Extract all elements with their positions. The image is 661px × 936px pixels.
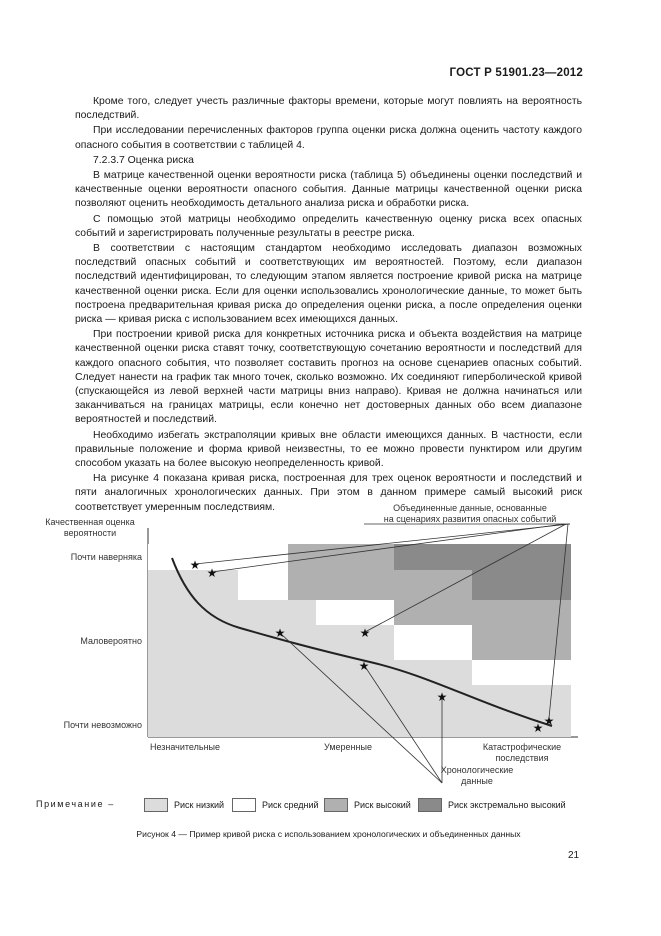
callout-combined-label: на сценариях развития опасных событий — [383, 514, 557, 524]
paragraph: На рисунке 4 показана кривая риска, построенная для трех оценок вероятности и последствий и пяти аналогичных хронологических данных. При этом в данном примере самый высокий риск соответствует умеренным последствиям. — [75, 473, 582, 513]
paragraph: Необходимо избегать экстраполяции кривых вне области имеющихся данных. В частности, если правильные положение и форма кривой неизвестны, то ее можно провести пунктиром или другим способом указать на более высокую неопределенность кривой. — [75, 429, 582, 470]
cell-medium — [316, 600, 394, 625]
star-icon: ★ — [189, 558, 201, 572]
cell-medium — [148, 544, 288, 570]
cell-low — [472, 685, 571, 737]
x-tick-label: последствия — [495, 753, 549, 763]
y-axis-title: Качественная оценка — [45, 517, 135, 527]
body-text — [75, 95, 582, 516]
star-icon: ★ — [359, 626, 371, 640]
legend-swatch — [144, 798, 168, 812]
paragraph: При построении кривой риска для конкретных источника риска и объекта воздействия на матрице качественной оценки риска ставят точку, соответствующую сочетанию вероятности и последствий для каждого опасного события, что позволяет составить прогноз на основе сценариев опасных событий. Следует нанести на график так много точек, сколько возможно. Их соединяют гиперболической кривой (спускающейся из левой верхней части матрицы вниз направо). Кривая не должна начинаться или заканчиваться на границах матрицы, если конечно нет достоверных данных обо всем диапазоне вероятностей и последствий. — [75, 329, 582, 426]
callout-combined-label: Объединенные данные, основанные — [393, 503, 547, 513]
star-icon: ★ — [436, 690, 448, 704]
x-tick-label: Незначительные — [149, 742, 221, 752]
figure-caption: Рисунок 4 — Пример кривой риска с использованием хронологических и объединенных данных — [136, 829, 521, 839]
paragraph: В матрице качественной оценки вероятности риска (таблица 5) объединены оценки последствий и качественные оценки вероятности опасного события. Данные матрицы качественной оценки риска позволяют оценить необходимость детального анализа риска и обработки риска. — [75, 170, 582, 210]
cell-high — [288, 570, 472, 600]
callout-chrono-label: данные — [461, 776, 493, 786]
legend-item-extreme — [418, 798, 566, 812]
y-tick-label: Почти невозможно — [63, 720, 142, 730]
paragraph: С помощью этой матрицы необходимо определить качественную оценку риска всех опасных событий и зарегистрировать полученные результаты в реестре риска. — [75, 213, 582, 239]
legend-item-low — [144, 798, 224, 812]
document-id: ГОСТ Р 51901.23—2012 — [449, 67, 583, 79]
x-tick-label: Катастрофические — [482, 742, 562, 752]
legend-item-medium — [232, 798, 319, 812]
cell-high — [288, 544, 394, 570]
risk-curve-figure — [30, 500, 630, 795]
section-heading: 7.2.3.7 Оценка риска — [93, 154, 194, 166]
y-tick-label: Почти наверняка — [70, 552, 142, 562]
legend-swatch — [232, 798, 256, 812]
x-tick-label: Умеренные — [324, 742, 372, 752]
star-icon: ★ — [274, 626, 286, 640]
legend-swatch — [324, 798, 348, 812]
cell-high — [394, 600, 472, 625]
y-axis-title: вероятности — [63, 528, 117, 538]
star-icon: ★ — [532, 721, 544, 735]
callout-chrono-label: Хронологические — [440, 765, 514, 775]
cell-medium — [472, 660, 571, 685]
paragraph: Кроме того, следует учесть различные факторы времени, которые могут повлиять на вероятность последствий. — [75, 96, 582, 122]
cell-extreme — [394, 544, 571, 570]
paragraph: В соответствии с настоящим стандартом необходимо исследовать диапазон возможных последствий опасных событий и соответствующих им вероятностей. Поэтому, если диапазон последствий идентифицирован, то следующим этапом является построение кривой риска на матрице качественной оценки риска. Если для оценки использовались хронологические данные, то может быть построена предварительная кривая риска до определения оценки риска, а после определения оценки риска — кривая риска с использованием всех имеющихся данных. — [75, 243, 582, 326]
cell-medium — [238, 570, 288, 600]
legend-label: Риск высокий — [354, 800, 411, 810]
star-icon: ★ — [358, 659, 370, 673]
legend-label: Риск экстремально высокий — [448, 800, 566, 810]
cell-low — [238, 600, 316, 737]
paragraph: При исследовании перечисленных факторов группа оценки риска должна оценить частоту каждого опасного события в соответствии с таблицей 4. — [75, 125, 582, 151]
note-label: Примечание – — [36, 799, 115, 809]
legend-item-high — [324, 798, 411, 812]
star-icon: ★ — [206, 566, 218, 580]
figure-note — [36, 798, 616, 814]
cell-medium — [394, 625, 472, 660]
cell-high — [472, 600, 571, 660]
legend-swatch — [418, 798, 442, 812]
star-icon: ★ — [543, 714, 555, 728]
cell-low — [148, 570, 238, 737]
legend-label: Риск низкий — [174, 800, 225, 810]
page-number: 21 — [568, 850, 580, 861]
legend-label: Риск средний — [262, 800, 319, 810]
y-tick-label: Маловероятно — [80, 636, 142, 646]
cell-extreme — [472, 570, 571, 600]
cell-low — [316, 625, 394, 737]
